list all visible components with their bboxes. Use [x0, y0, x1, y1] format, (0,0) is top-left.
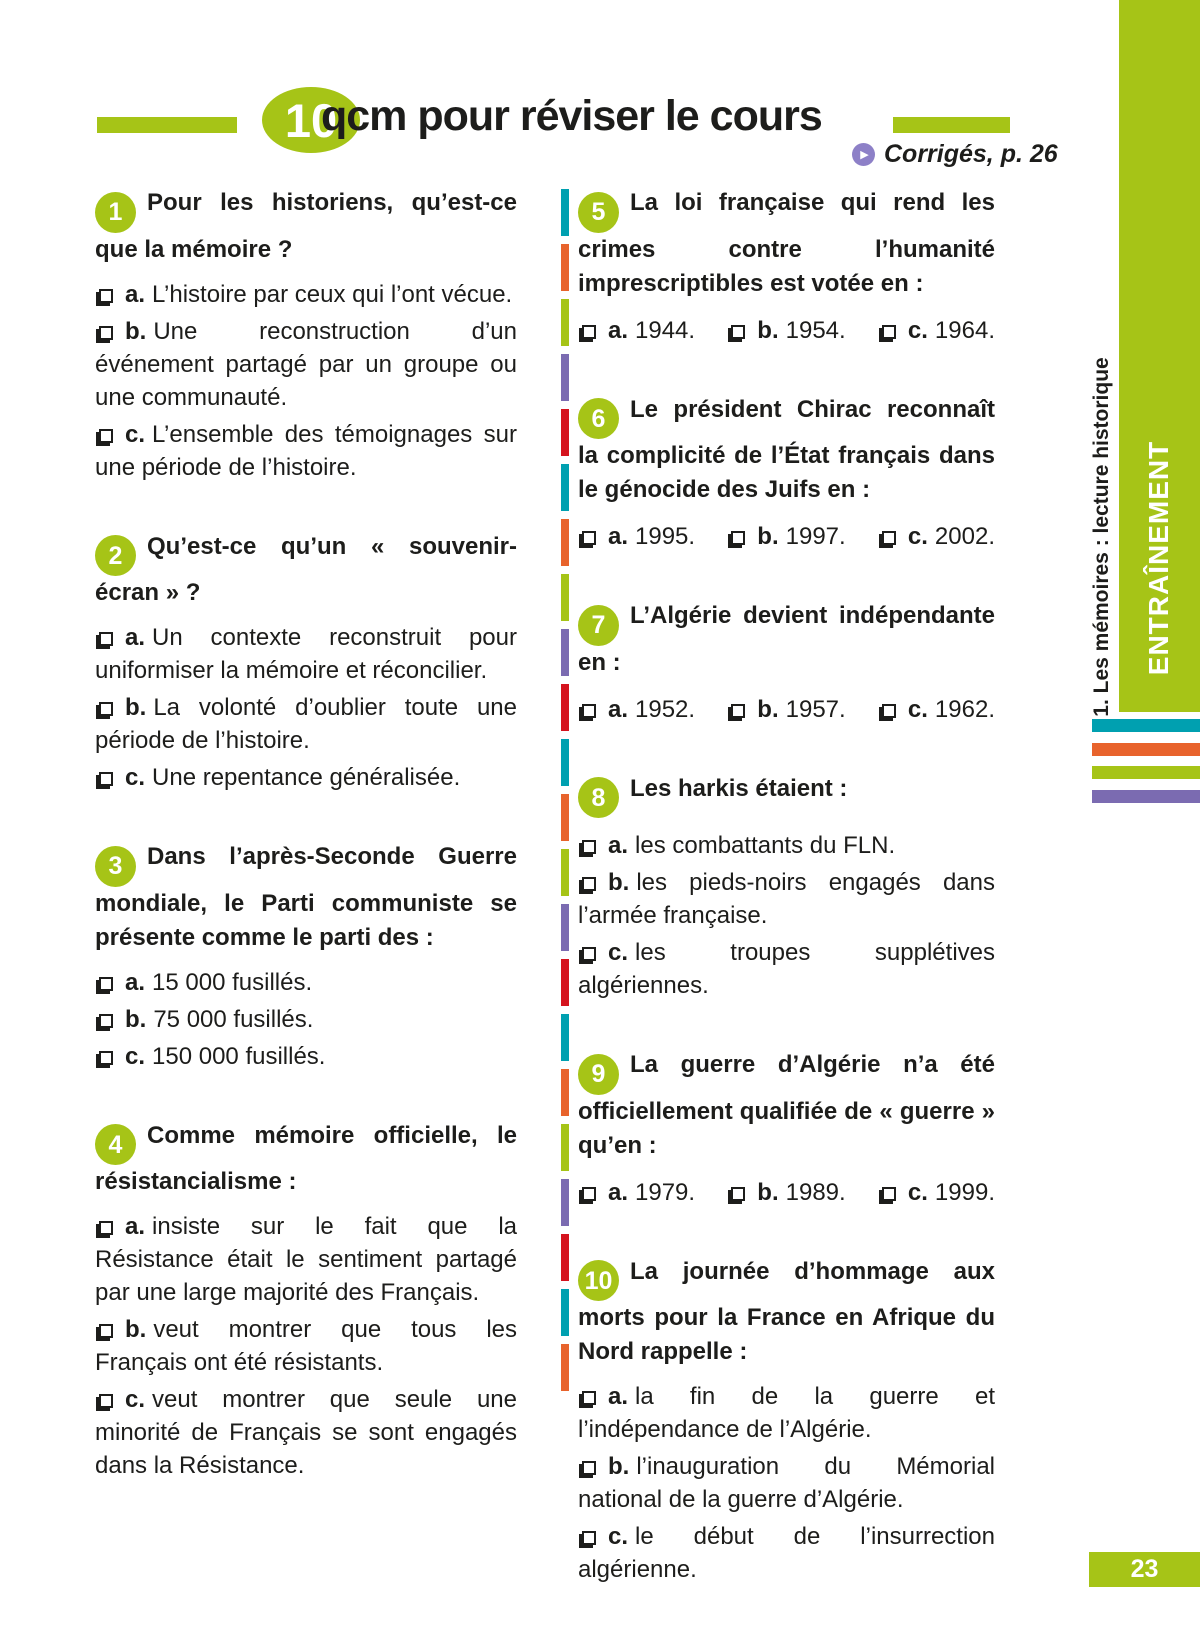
question-10-options [578, 1380, 995, 1586]
option-5c[interactable] [878, 314, 995, 347]
option-letter: b. [757, 1178, 779, 1206]
option-text: 1989. [785, 1178, 846, 1206]
question-1-heading [95, 186, 517, 267]
option-8c[interactable] [578, 936, 995, 1002]
divider-segment [561, 739, 569, 786]
question-number-badge: 6 [578, 398, 619, 439]
divider-segment [561, 849, 569, 896]
question-7-heading [578, 599, 995, 680]
divider-segment [561, 1069, 569, 1116]
option-letter: c. [125, 1386, 146, 1413]
question-text: L’Algérie devient indépendante en : [578, 602, 995, 676]
divider-segment [561, 189, 569, 236]
option-letter: b. [757, 316, 779, 344]
question-9-heading [578, 1048, 995, 1163]
option-text: 15 000 fusillés. [152, 968, 313, 996]
divider-segment [561, 354, 569, 401]
divider-segment [561, 464, 569, 511]
question-2-options [95, 621, 517, 794]
question-2-heading [95, 530, 517, 611]
option-letter: b. [125, 1005, 147, 1033]
option-letter: b. [608, 1453, 630, 1480]
option-letter: c. [125, 764, 146, 791]
checkbox-icon[interactable] [99, 429, 113, 443]
sidebar-bar-1 [1092, 719, 1200, 732]
question-text: Qu’est-ce qu’un « souvenir-écran » ? [95, 532, 517, 606]
checkbox-icon[interactable] [99, 1014, 113, 1028]
option-10c[interactable] [578, 1520, 995, 1586]
sidebar-bar-2 [1092, 743, 1200, 756]
option-text: les combattants du FLN. [635, 832, 896, 859]
question-6-heading [578, 393, 995, 508]
divider-segment [561, 409, 569, 456]
option-text: Un contexte reconstruit pour uniformiser la mémoire et réconcilier. [95, 624, 517, 684]
checkbox-icon[interactable] [582, 531, 596, 545]
divider-segment [561, 1234, 569, 1281]
option-text: veut montrer que seule une minorité de Français se sont engagés dans la Résistance. [95, 1386, 517, 1479]
checkbox-icon[interactable] [99, 1394, 113, 1408]
checkbox-icon[interactable] [582, 1391, 596, 1405]
question-number-badge: 8 [578, 777, 619, 818]
question-4-heading [95, 1119, 517, 1200]
question-8-options [578, 829, 995, 1002]
option-text: 1952. [635, 695, 696, 723]
checkbox-icon[interactable] [582, 947, 596, 961]
option-letter: a. [125, 280, 146, 308]
option-5a[interactable] [578, 314, 695, 347]
question-9 [578, 1048, 995, 1209]
question-9-options [578, 1176, 995, 1209]
question-3-heading [95, 840, 517, 955]
question-text: Le président Chirac reconnaît la complicité de l’État français dans le génocide des Juifs en : [578, 395, 995, 503]
checkbox-icon[interactable] [582, 704, 596, 718]
questions-column-left [95, 186, 517, 1528]
option-letter: a. [125, 624, 146, 651]
option-3a[interactable] [95, 966, 517, 999]
option-3b[interactable] [95, 1003, 517, 1036]
divider-segment [561, 1179, 569, 1226]
option-letter: c. [608, 1523, 629, 1550]
option-text: La volonté d’oublier toute une période de l’histoire. [95, 694, 517, 754]
checkbox-icon[interactable] [882, 704, 896, 718]
question-5-heading [578, 186, 995, 301]
option-letter: a. [125, 1213, 146, 1240]
option-text: Une reconstruction d’un événement partagé par un groupe ou une communauté. [95, 317, 517, 411]
option-text: veut montrer que tous les Français ont été résistants. [95, 1316, 517, 1376]
question-text: Les harkis étaient : [630, 774, 848, 802]
option-7b[interactable] [727, 693, 845, 726]
header-rule-right [893, 117, 1010, 133]
option-letter: a. [125, 968, 146, 996]
option-letter: c. [608, 939, 629, 966]
option-4c[interactable] [95, 1383, 517, 1482]
option-letter: b. [125, 694, 147, 721]
option-2b[interactable] [95, 691, 517, 757]
option-text: 1954. [785, 316, 846, 344]
checkbox-icon[interactable] [99, 977, 113, 991]
question-5 [578, 186, 995, 347]
option-7a[interactable] [578, 693, 695, 726]
checkbox-icon[interactable] [731, 1187, 745, 1201]
option-3c[interactable] [95, 1040, 517, 1073]
option-letter: b. [608, 869, 630, 896]
question-6-options [578, 520, 995, 553]
option-text: 1962. [934, 695, 995, 723]
checkbox-icon[interactable] [99, 1051, 113, 1065]
divider-segment [561, 684, 569, 731]
header-rule-left [97, 117, 237, 133]
option-letter: a. [608, 1383, 629, 1410]
option-5b[interactable] [727, 314, 845, 347]
option-text: 1997. [785, 523, 846, 550]
question-2 [95, 530, 517, 795]
divider-segment [561, 1124, 569, 1171]
question-text: Comme mémoire officielle, le résistancialisme : [95, 1121, 517, 1195]
question-5-options [578, 314, 995, 347]
question-number-badge: 3 [95, 846, 136, 887]
option-2a[interactable] [95, 621, 517, 687]
page-title: qcm pour réviser le cours [321, 92, 822, 140]
divider-segment [561, 519, 569, 566]
checkbox-icon[interactable] [99, 326, 113, 340]
divider-segment [561, 904, 569, 951]
question-3-options [95, 966, 517, 1073]
divider-segment [561, 299, 569, 346]
question-text: La loi française qui rend les crimes contre l’humanité imprescriptibles est votée en : [578, 189, 995, 297]
option-text: insiste sur le fait que la Résistance était le sentiment partagé par une large majorité des Français. [95, 1213, 517, 1306]
option-letter: c. [907, 523, 928, 550]
checkbox-icon[interactable] [882, 1187, 896, 1201]
checkbox-icon[interactable] [731, 325, 745, 339]
sidebar-section-label: ENTRAÎNEMENT [1143, 440, 1174, 676]
option-letter: a. [608, 695, 629, 723]
option-8a[interactable] [578, 829, 995, 862]
option-8b[interactable] [578, 866, 995, 932]
question-number-badge: 9 [578, 1054, 619, 1095]
question-number-badge: 4 [95, 1124, 136, 1165]
option-letter: b. [757, 523, 779, 550]
option-6c[interactable] [878, 520, 995, 553]
question-10 [578, 1255, 995, 1587]
option-4a[interactable] [95, 1210, 517, 1309]
option-1a[interactable] [95, 278, 517, 311]
option-1c[interactable] [95, 418, 517, 484]
option-10a[interactable] [578, 1380, 995, 1446]
option-letter: c. [907, 695, 928, 723]
option-letter: b. [125, 317, 147, 345]
question-7-options [578, 693, 995, 726]
divider-segment [561, 794, 569, 841]
option-text: L’ensemble des témoignages sur une période de l’histoire. [95, 420, 517, 481]
option-letter: a. [608, 523, 629, 550]
option-text: L’histoire par ceux qui l’ont vécue. [152, 280, 513, 308]
option-letter: b. [757, 695, 779, 723]
option-letter: a. [608, 316, 629, 344]
checkbox-icon[interactable] [99, 1324, 113, 1338]
question-3 [95, 840, 517, 1073]
corriges-reference [852, 140, 1058, 169]
option-letter: c. [125, 420, 146, 448]
option-letter: c. [125, 1042, 146, 1070]
divider-segment [561, 244, 569, 291]
option-letter: a. [608, 832, 629, 859]
option-text: 1999. [934, 1178, 995, 1206]
divider-segment [561, 1014, 569, 1061]
option-9c[interactable] [878, 1176, 995, 1209]
checkbox-icon[interactable] [99, 289, 113, 303]
page-number-box [1089, 1552, 1200, 1587]
divider-segment [561, 1344, 569, 1391]
checkbox-icon[interactable] [582, 840, 596, 854]
divider-segment [561, 574, 569, 621]
checkbox-icon[interactable] [582, 1461, 596, 1475]
option-text: l’inauguration du Mémorial national de la guerre d’Algérie. [578, 1453, 995, 1513]
option-letter: b. [125, 1316, 147, 1343]
checkbox-icon[interactable] [99, 632, 113, 646]
question-4-options [95, 1210, 517, 1482]
option-text: le début de l’insurrection algérienne. [578, 1523, 995, 1583]
question-8 [578, 772, 995, 1003]
option-1b[interactable] [95, 315, 517, 414]
question-text: Dans l’après-Seconde Guerre mondiale, le Parti communiste se présente comme le parti des : [95, 843, 517, 951]
question-8-heading [578, 772, 995, 819]
sidebar-bar-3 [1092, 766, 1200, 779]
option-letter: a. [608, 1178, 629, 1206]
option-4b[interactable] [95, 1313, 517, 1379]
questions-column-right [578, 186, 995, 1632]
checkbox-icon[interactable] [99, 1221, 113, 1235]
option-text: 1944. [635, 316, 696, 344]
option-text: 1995. [635, 523, 696, 550]
question-text: La guerre d’Algérie n’a été officiellement qualifiée de « guerre » qu’en : [578, 1051, 995, 1159]
checkbox-icon[interactable] [582, 877, 596, 891]
question-number-badge: 1 [95, 192, 136, 233]
page-number: 23 [1130, 1555, 1159, 1583]
option-2c[interactable] [95, 761, 517, 794]
option-text: les pieds-noirs engagés dans l’armée française. [578, 869, 995, 929]
checkbox-icon[interactable] [882, 325, 896, 339]
question-text: Pour les historiens, qu’est-ce que la mémoire ? [95, 189, 517, 263]
corriges-label: Corrigés, p. 26 [884, 140, 1058, 168]
question-number-badge: 5 [578, 192, 619, 233]
question-text: La journée d’hommage aux morts pour la France en Afrique du Nord rappelle : [578, 1257, 995, 1365]
qcm-count-label: 10 [284, 93, 338, 147]
divider-segment [561, 959, 569, 1006]
question-number-badge: 7 [578, 605, 619, 646]
option-text: 1957. [785, 695, 846, 723]
checkbox-icon[interactable] [731, 531, 745, 545]
checkbox-icon[interactable] [582, 1187, 596, 1201]
question-6 [578, 393, 995, 554]
question-7 [578, 599, 995, 726]
option-9b[interactable] [727, 1176, 845, 1209]
option-7c[interactable] [878, 693, 995, 726]
option-letter: c. [907, 1178, 928, 1206]
question-1-options [95, 278, 517, 484]
question-number-badge: 10 [578, 1260, 619, 1301]
option-10b[interactable] [578, 1450, 995, 1516]
play-icon: ▶ [852, 143, 875, 166]
option-text: 150 000 fusillés. [152, 1042, 326, 1070]
question-4 [95, 1119, 517, 1483]
checkbox-icon[interactable] [582, 1531, 596, 1545]
checkbox-icon[interactable] [731, 704, 745, 718]
question-10-heading [578, 1255, 995, 1370]
divider-segment [561, 1289, 569, 1336]
option-9a[interactable] [578, 1176, 695, 1209]
option-text: 1964. [934, 316, 995, 344]
option-text: la fin de la guerre et l’indépendance de l’Algérie. [578, 1383, 995, 1443]
option-text: les troupes supplétives algériennes. [578, 939, 995, 999]
question-number-badge: 2 [95, 535, 136, 576]
question-1 [95, 186, 517, 484]
option-text: 2002. [934, 523, 995, 550]
checkbox-icon[interactable] [99, 702, 113, 716]
option-6a[interactable] [578, 520, 695, 553]
checkbox-icon[interactable] [582, 325, 596, 339]
option-text: 75 000 fusillés. [153, 1005, 314, 1033]
option-text: 1979. [635, 1178, 696, 1206]
divider-segment [561, 629, 569, 676]
option-letter: c. [907, 316, 928, 344]
option-6b[interactable] [727, 520, 845, 553]
sidebar-chapter-label: 1. Les mémoires : lecture historique [1090, 357, 1113, 717]
checkbox-icon[interactable] [99, 772, 113, 786]
option-text: Une repentance généralisée. [152, 764, 461, 791]
sidebar-bar-4 [1092, 790, 1200, 803]
checkbox-icon[interactable] [882, 531, 896, 545]
